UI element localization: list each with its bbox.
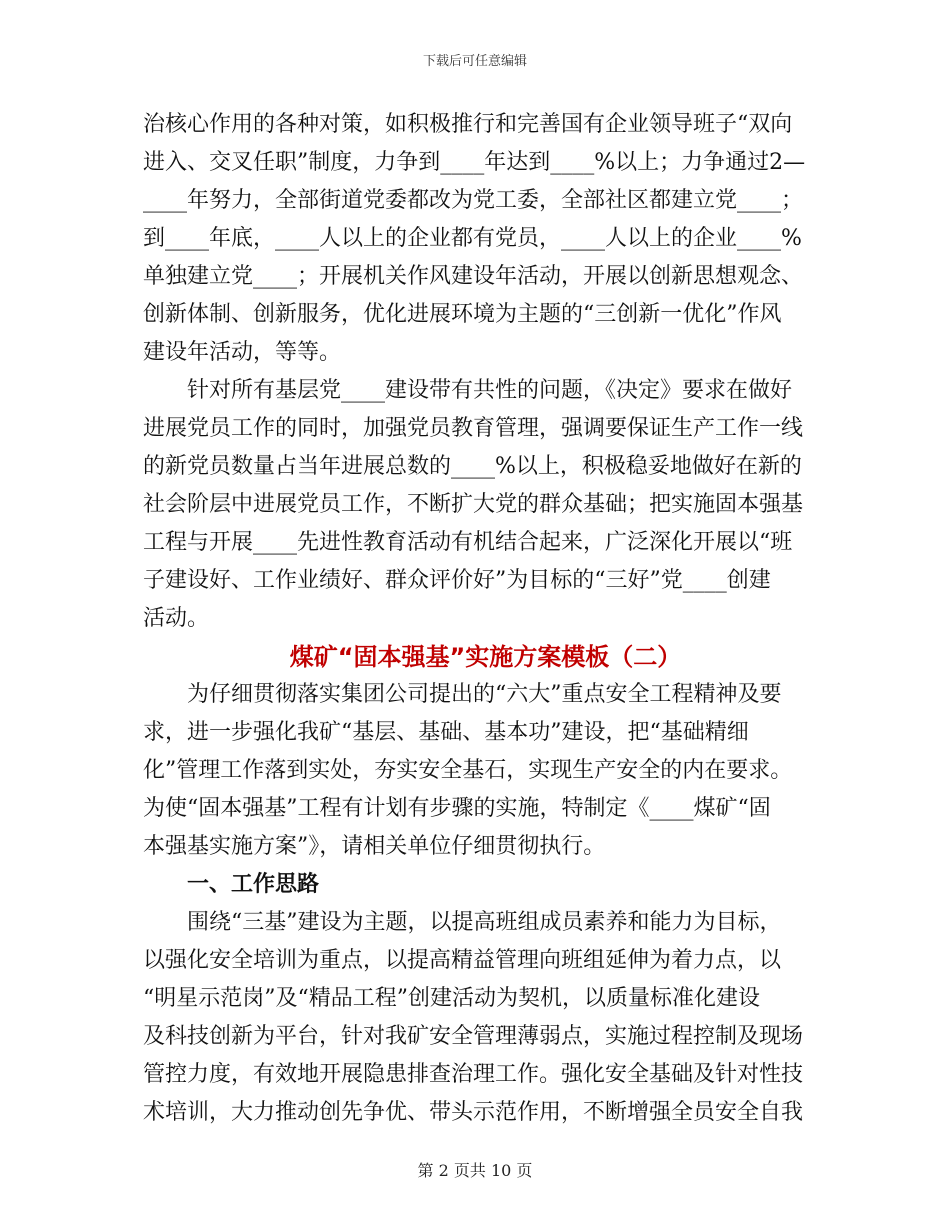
body-text-line: 的新党员数量占当年进展总数的____%以上，积极稳妥地做好在新的 (143, 454, 802, 479)
body-text-line: 化”管理工作落到实处，夯实安全基石，实现生产安全的内在要求。 (143, 758, 793, 783)
page-header: 下载后可任意编辑 (422, 54, 527, 69)
body-text-line: 单独建立党____；开展机关作风建设年活动，开展以创新思想观念、 (143, 264, 804, 289)
body-text-line: 创新体制、创新服务，优化进展环境为主题的“三创新一优化”作风 (143, 302, 782, 327)
paragraph-first-line: 围绕“三基”建设为主题，以提高班组成员素养和能力为目标， (187, 910, 782, 935)
body-text-line: 管控力度，有效地开展隐患排查治理工作。强化安全基础及针对性技 (143, 1062, 804, 1087)
body-text-line: “明星示范岗”及“精品工程”创建活动为契机，以质量标准化建设 (143, 986, 760, 1011)
body-text-line: 社会阶层中进展党员工作，不断扩大党的群众基础；把实施固本强基 (143, 492, 804, 517)
body-text-line: 本强基实施方案”》，请相关单位仔细贯彻执行。 (143, 834, 606, 859)
body-text-line: 求，进一步强化我矿“基层、基础、基本功”建设，把“基础精细 (143, 720, 749, 745)
body-text-line: 进展党员工作的同时，加强党员教育管理，强调要保证生产工作一线 (143, 416, 804, 441)
document-body (143, 106, 808, 1132)
paragraph-first-line: 为仔细贯彻落实集团公司提出的“六大”重点安全工程精神及要 (187, 682, 782, 707)
body-text-line: 为使“固本强基”工程有计划有步骤的实施，特制定《____煤矿“固 (143, 796, 771, 821)
body-text-line: 工程与开展____先进性教育活动有机结合起来，广泛深化开展以“班 (143, 530, 793, 555)
body-text-line: 以强化安全培训为重点，以提高精益管理向班组延伸为着力点，以 (143, 948, 782, 973)
body-text-line: ____年努力，全部街道党委都改为党工委，全部社区都建立党____； (143, 188, 804, 213)
body-text-line: 活动。 (143, 606, 210, 631)
body-text-line: 进入、交叉任职”制度，力争到____年达到____%以上；力争通过2— (143, 150, 806, 175)
body-text-line: 治核心作用的各种对策，如积极推行和完善国有企业领导班子“双向 (143, 112, 793, 137)
body-text-line: 子建设好、工作业绩好、群众评价好”为目标的“三好”党____创建 (143, 568, 771, 593)
section-heading: 一、工作思路 (187, 872, 320, 897)
body-text-line: 术培训，大力推动创先争优、带头示范作用，不断增强全员安全自我 (143, 1100, 804, 1125)
section-title: 煤矿“固本强基”实施方案模板（二） (289, 643, 682, 671)
paragraph-first-line: 针对所有基层党____建设带有共性的问题，《决定》要求在做好 (187, 378, 793, 403)
body-text-line: 到____年底，____人以上的企业都有党员，____人以上的企业____% (143, 226, 802, 251)
body-text-line: 建设年活动，等等。 (143, 340, 342, 365)
page-footer: 第 2 页共 10 页 (417, 1161, 533, 1180)
body-text-line: 及科技创新为平台，针对我矿安全管理薄弱点，实施过程控制及现场 (143, 1024, 804, 1049)
